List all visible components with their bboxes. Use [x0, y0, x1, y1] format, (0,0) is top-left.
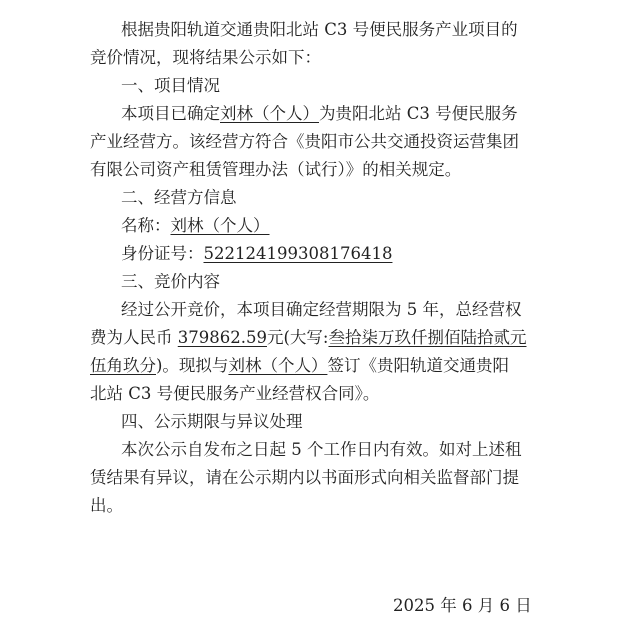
text-segment: 本项目已确定: [121, 104, 220, 123]
section-1-para-line-2: 产业经营方。该经营方符合《贵阳市公共交通投资运营集团: [90, 132, 519, 151]
section-3-line-3: [90, 356, 509, 378]
price-in-words-cont: 伍角玖分: [90, 356, 156, 375]
section-3-heading: 三、竞价内容: [121, 272, 220, 291]
section-4-line-2: 赁结果有异议，请在公示期内以书面形式向相关监督部门提: [90, 468, 519, 487]
section-4-line-3: 出。: [90, 496, 123, 515]
operator-name-row: [121, 216, 270, 238]
section-3-line-1: 经过公开竞价，本项目确定经营期限为 5 年，总经营权: [121, 300, 522, 319]
operator-id-row: [121, 244, 392, 266]
section-4-heading: 四、公示期限与异议处理: [121, 412, 303, 431]
price-amount: 379862.59: [177, 328, 267, 347]
intro-line-2: 竞价情况，现将结果公示如下：: [90, 48, 321, 67]
name-label: 名称：: [121, 216, 171, 235]
section-1-para-line-1: [121, 104, 518, 126]
text-segment: )。现拟与: [156, 356, 229, 375]
text-segment: 为贵阳北站 C3 号便民服务: [319, 104, 518, 123]
winner-name-underlined-2: 刘林（个人）: [228, 356, 328, 375]
section-3-line-2: [90, 328, 526, 350]
operator-id-value: 522124199308176418: [203, 244, 393, 263]
operator-name-value: 刘林（个人）: [170, 216, 270, 235]
text-segment: 元(大写:: [266, 328, 329, 347]
winner-name-underlined: 刘林（个人）: [220, 104, 319, 123]
section-3-line-4: 北站 C3 号便民服务产业经营权合同》。: [90, 384, 380, 403]
text-segment: 签订《贵阳轨道交通贵阳: [327, 356, 509, 375]
id-label: 身份证号：: [121, 244, 204, 263]
section-2-heading: 二、经营方信息: [121, 188, 237, 207]
announcement-date: 2025 年 6 月 6 日: [393, 596, 532, 615]
price-in-words: 叁拾柒万玖仟捌佰陆拾贰元: [328, 328, 527, 347]
text-segment: 费为人民币: [90, 328, 173, 347]
section-4-line-1: 本次公示自发布之日起 5 个工作日内有效。如对上述租: [121, 440, 522, 459]
section-1-heading: 一、项目情况: [121, 76, 220, 95]
section-1-para-line-3: 有限公司资产租赁管理办法（试行）》的相关规定。: [90, 160, 462, 179]
intro-line-1: 根据贵阳轨道交通贵阳北站 C3 号便民服务产业项目的: [121, 20, 518, 39]
